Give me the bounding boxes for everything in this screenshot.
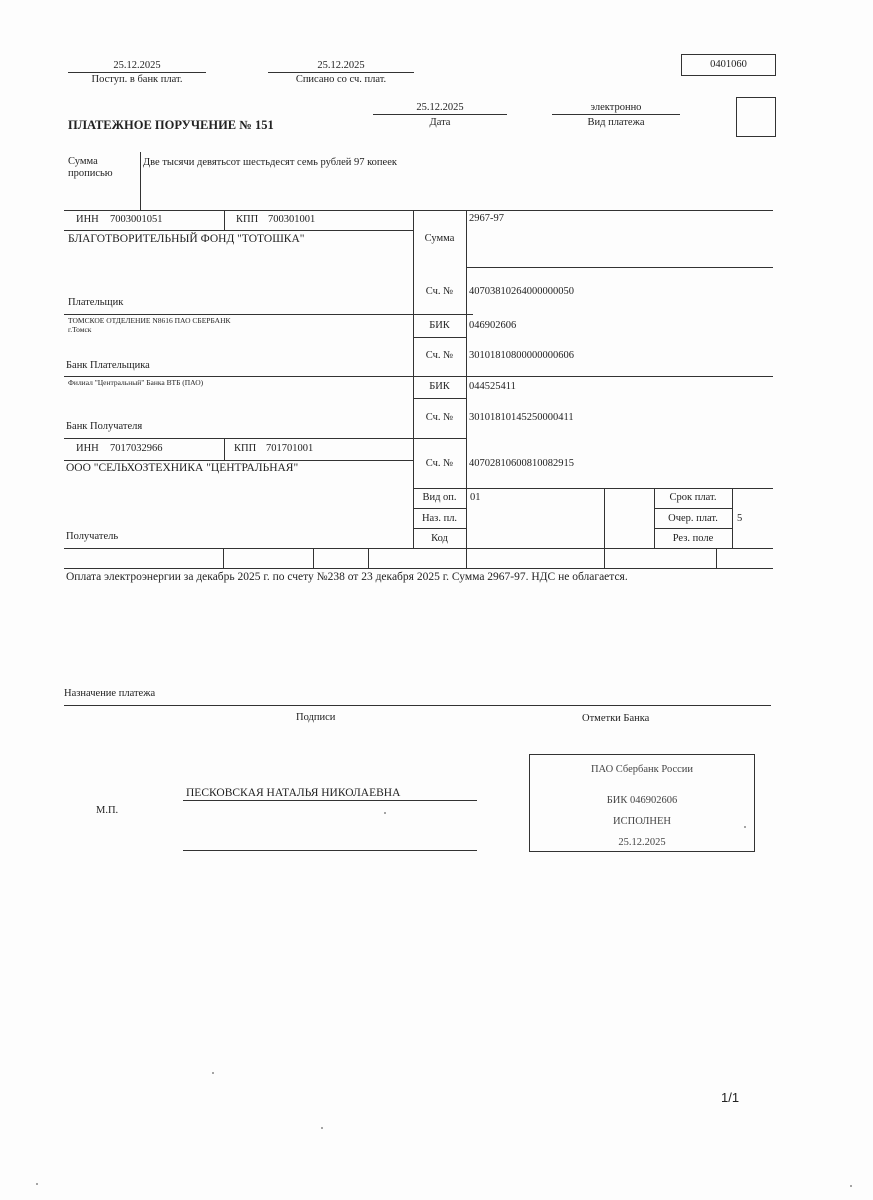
payer-account-label: Сч. № [425, 286, 454, 297]
sum-value: 2967-97 [469, 213, 504, 224]
grid-tax-divider-3 [368, 548, 369, 568]
order-date-line [373, 114, 507, 115]
grid-line-top [64, 210, 773, 211]
sum-label: Сумма [424, 233, 455, 244]
debited-date: 25.12.2025 [317, 60, 365, 71]
received-date: 25.12.2025 [113, 60, 161, 71]
due-label: Срок плат. [669, 492, 717, 503]
grid-payee-inn-divider [224, 438, 225, 460]
order-date: 25.12.2025 [416, 102, 464, 113]
grid-tax-bottom [64, 568, 773, 569]
scan-speck [321, 1127, 323, 1129]
grid-due-bottom [654, 508, 732, 509]
grid-payee-account-bottom [413, 488, 773, 489]
signature-line-2 [183, 850, 477, 851]
payer-kpp-label: КПП [236, 214, 259, 225]
payment-type: электронно [590, 102, 642, 113]
grid-fields-divider-1 [604, 488, 605, 548]
order-date-label: Дата [429, 117, 451, 128]
scan-speck [384, 812, 386, 814]
payer-bank-account: 30101810800000000606 [469, 350, 574, 361]
payee-bank-name: Филиал "Центральный" Банка ВТБ (ПАО) [68, 378, 204, 387]
order-title: ПЛАТЕЖНОЕ ПОРУЧЕНИЕ № 151 [68, 118, 274, 132]
grid-payer-inn-bottom [64, 230, 413, 231]
signer-name: ПЕСКОВСКАЯ НАТАЛЬЯ НИКОЛАЕВНА [186, 787, 401, 799]
grid-payer-bank-bottom [64, 376, 773, 377]
grid-payer-bik-bottom [413, 337, 466, 338]
priority: 5 [737, 513, 743, 524]
purpose-code-label: Наз. пл. [421, 513, 458, 524]
code-label: Код [431, 533, 448, 544]
payer-bank-label: Банк Плательщика [66, 360, 150, 371]
payee-label: Получатель [66, 531, 119, 542]
grid-tax-divider-2 [313, 548, 314, 568]
reserve-label: Рез. поле [672, 533, 714, 544]
payer-name: БЛАГОТВОРИТЕЛЬНЫЙ ФОНД "ТОТОШКА" [68, 233, 305, 245]
signature-line-1 [183, 800, 477, 801]
received-line [68, 72, 206, 73]
grid-purpose-code-bottom-left [413, 528, 466, 529]
received-label: Поступ. в банк плат. [91, 74, 183, 85]
grid-optype-bottom-left [413, 508, 466, 509]
payer-bank-city: г.Томск [68, 325, 92, 334]
payment-type-label: Вид платежа [587, 117, 645, 128]
grid-priority-bottom [654, 528, 732, 529]
empty-code-box [736, 97, 776, 137]
op-type-label: Вид оп. [422, 492, 457, 503]
payer-account: 40703810264000000050 [469, 286, 574, 297]
payee-kpp-label: КПП [234, 443, 257, 454]
payee-bik-label: БИК [429, 381, 450, 392]
grid-tax-divider-5 [604, 548, 605, 568]
stamp-bank: ПАО Сбербанк России [590, 764, 694, 775]
stamp-date: 25.12.2025 [618, 837, 666, 848]
grid-tax-divider-4 [466, 548, 467, 568]
payee-bank-account: 30101810145250000411 [469, 412, 574, 423]
grid-payer-bottom [64, 314, 473, 315]
purpose-label: Назначение платежа [64, 688, 156, 699]
payment-type-line [552, 114, 680, 115]
payee-kpp: 701701001 [266, 443, 314, 454]
debited-line [268, 72, 414, 73]
bank-marks-label: Отметки Банка [582, 713, 650, 724]
payer-bank-name: ТОМСКОЕ ОТДЕЛЕНИЕ N8616 ПАО СБЕРБАНК [68, 316, 231, 325]
grid-tax-divider-6 [716, 548, 717, 568]
amount-words-value: Две тысячи девятьсот шестьдесят семь рублей 97 копеек [143, 157, 397, 168]
grid-fields-divider-3 [732, 488, 733, 548]
signatures-label: Подписи [296, 712, 336, 723]
payee-account: 40702810600810082915 [469, 458, 574, 469]
grid-mid-col-divider [466, 210, 467, 548]
payer-bank-account-label: Сч. № [425, 350, 454, 361]
debited-label: Списано со сч. плат. [295, 74, 387, 85]
priority-label: Очер. плат. [668, 513, 718, 524]
purpose-line [64, 705, 771, 706]
op-type: 01 [470, 492, 481, 503]
purpose-text: Оплата электроэнергии за декабрь 2025 г. по счету №238 от 23 декабря 2025 г. Сумма 2967-97. НДС не облагается. [66, 571, 628, 583]
form-code: 0401060 [681, 54, 776, 76]
payee-bank-label: Банк Получателя [66, 421, 143, 432]
payer-bik: 046902606 [469, 320, 517, 331]
payer-inn-label: ИНН [76, 214, 99, 225]
page-number: 1/1 [721, 1090, 740, 1105]
amount-words-divider [140, 152, 141, 210]
stamp-label: М.П. [96, 805, 119, 816]
grid-payee-bank-bottom [64, 438, 466, 439]
payee-bank-account-label: Сч. № [425, 412, 454, 423]
grid-fields-bottom [64, 548, 773, 549]
scan-speck [744, 826, 746, 828]
payee-inn-label: ИНН [76, 443, 99, 454]
grid-sum-bottom [466, 267, 773, 268]
bank-stamp [529, 754, 755, 852]
stamp-bik: БИК 046902606 [606, 795, 678, 806]
grid-payee-inn-bottom [64, 460, 413, 461]
payee-inn: 7017032966 [110, 443, 163, 454]
payee-bik: 044525411 [469, 381, 516, 392]
scan-speck [850, 1185, 852, 1187]
amount-words-label: Сумма прописью [68, 156, 113, 179]
scan-speck [36, 1183, 38, 1185]
payer-label: Плательщик [68, 297, 124, 308]
payer-kpp: 700301001 [268, 214, 316, 225]
payee-account-label: Сч. № [425, 458, 454, 469]
grid-payee-bik-bottom [413, 398, 466, 399]
payer-bik-label: БИК [429, 320, 450, 331]
payee-name: ООО "СЕЛЬХОЗТЕХНИКА "ЦЕНТРАЛЬНАЯ" [66, 462, 299, 474]
payer-inn: 7003001051 [110, 214, 163, 225]
grid-tax-divider-1 [223, 548, 224, 568]
grid-payer-inn-divider [224, 210, 225, 230]
stamp-status: ИСПОЛНЕН [613, 816, 671, 827]
scan-speck [212, 1072, 214, 1074]
